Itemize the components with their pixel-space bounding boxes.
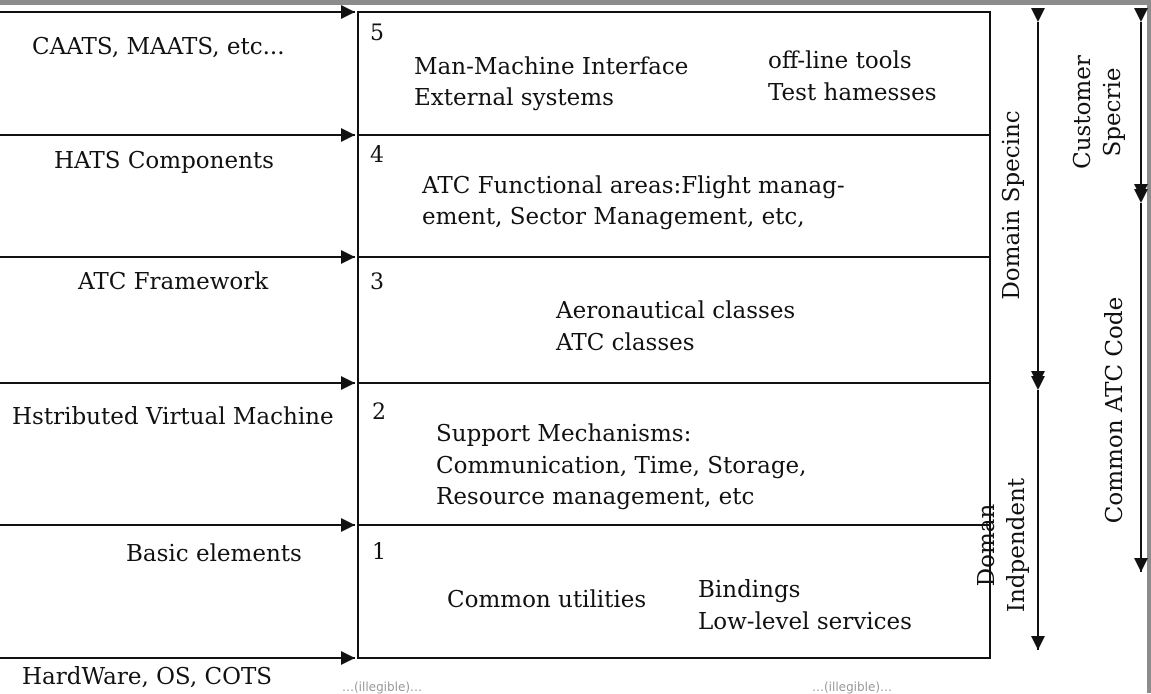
layer-2-content-line-3: Resource management, etc: [436, 484, 755, 510]
layer-number-5: 5: [370, 21, 384, 46]
left-label-layer-5: CAATS, MAATS, etc...: [32, 34, 285, 60]
layer-number-2: 2: [372, 400, 386, 425]
label-domain-independent: [972, 478, 1032, 612]
label-domain-independent-line-1: Doman: [974, 503, 1000, 587]
label-customer-specific-line-1: Customer: [1070, 55, 1096, 169]
layer-5-right-line-1: off-line tools: [768, 48, 912, 74]
left-label-layer-4: HATS Components: [54, 148, 274, 174]
layer-number-3: 3: [370, 270, 384, 295]
layer-2-content-line-2: Communication, Time, Storage,: [436, 453, 807, 479]
label-customer-specific-line-2: Specrie: [1100, 67, 1126, 157]
left-label-layer-3: ATC Framework: [78, 269, 269, 295]
layer-2-content-line-1: Support Mechanisms:: [436, 421, 692, 447]
layer-1-right-line-2: Low-level services: [698, 609, 912, 635]
layer-5-content-line-2: External systems: [414, 85, 614, 111]
layer-5-content-line-1: Man-Machine Interface: [414, 54, 689, 80]
layer-3-content-line-1: Aeronautical classes: [556, 298, 796, 324]
layer-3-content-line-2: ATC classes: [556, 330, 695, 356]
left-label-layer-1: Basic elements: [126, 541, 302, 567]
layer-4-content-line-1: ATC Functional areas:Flight manag-: [422, 173, 845, 199]
label-domain-specific: Domain Specinc: [999, 110, 1025, 300]
layer-number-4: 4: [370, 143, 384, 168]
left-label-layer-2: Hstributed Virtual Machine: [12, 404, 334, 430]
footer-faint-left: …(illegible)…: [342, 680, 423, 694]
layer-number-1: 1: [372, 540, 386, 565]
footer-faint-right: …(illegible)…: [812, 680, 893, 694]
left-label-hardware: HardWare, OS, COTS: [22, 664, 273, 690]
label-common-atc-code: Common ATC Code: [1102, 296, 1128, 524]
layer-5-right-line-2: Test hamesses: [768, 80, 937, 106]
layer-1-content-left: Common utilities: [447, 587, 647, 613]
label-domain-independent-line-2: Indpendent: [1004, 477, 1030, 613]
label-customer-specific: [1068, 55, 1128, 169]
layer-1-right-line-1: Bindings: [698, 577, 801, 603]
layer-4-content-line-2: ement, Sector Management, etc,: [422, 204, 805, 230]
